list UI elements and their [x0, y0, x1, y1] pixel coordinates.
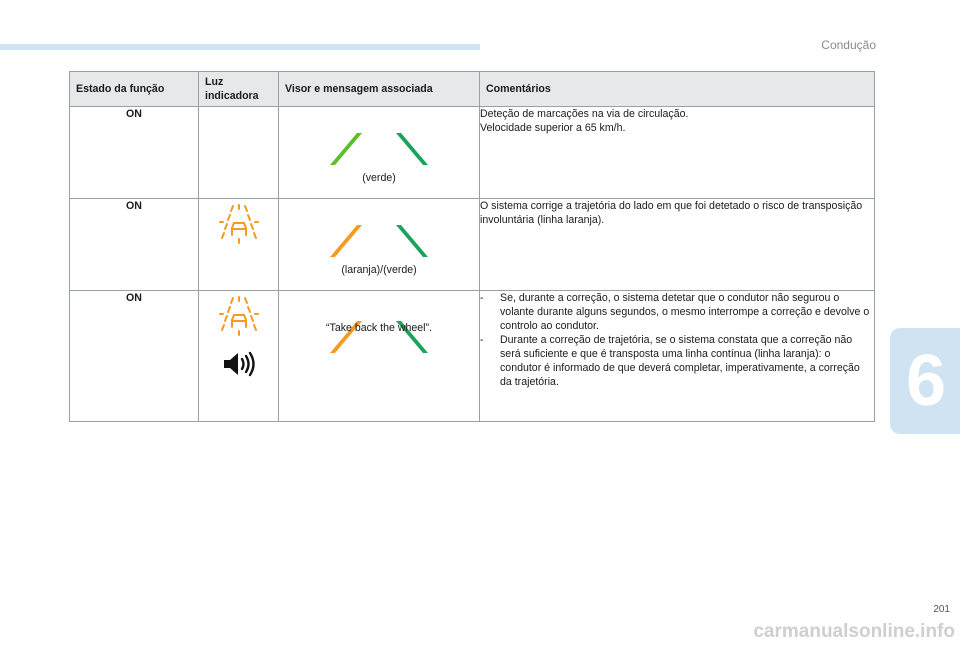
visor-cell	[279, 291, 480, 422]
watermark: carmanualsonline.info	[753, 621, 955, 642]
column-header-comments: Comentários	[480, 72, 875, 107]
state-cell: ON	[70, 199, 199, 291]
visor-message: “Take back the wheel”.	[326, 322, 432, 334]
state-cell: ON	[70, 107, 199, 199]
state-cell: ON	[70, 291, 199, 422]
lane-assist-warning-icon	[217, 203, 261, 245]
visor-caption: (verde)	[362, 172, 396, 184]
comment-line: Deteção de marcações na via de circulação.	[480, 108, 689, 120]
visor-cell	[279, 199, 480, 291]
page-number: 201	[933, 604, 950, 615]
column-header-state: Estado da função	[70, 72, 199, 107]
table-header-row	[70, 72, 875, 107]
indicator-cell	[199, 291, 279, 422]
lane-assist-states-table	[69, 71, 875, 422]
comment-text: O sistema corrige a trajetória do lado em que foi detetado o risco de transposição involuntária (linha laranja).	[480, 200, 863, 226]
chapter-number: 6	[905, 341, 947, 421]
header-accent-bar	[0, 44, 480, 50]
table-row	[70, 291, 875, 422]
column-header-visor: Visor e mensagem associada	[279, 72, 480, 107]
indicator-cell	[199, 199, 279, 291]
comment-bullet-list	[480, 291, 874, 389]
list-item: - Se, durante a correção, o sistema detetar que o condutor não segurou o volante durante alguns segundos, o mesmo interrompe a correção e devolve o controlo ao condutor.	[480, 291, 874, 333]
table-row	[70, 199, 875, 291]
comment-cell	[480, 199, 875, 291]
visor-cell	[279, 107, 480, 199]
list-item: - Durante a correção de trajetória, se o sistema constata que a correção não será suficiente e que é transposta uma linha contínua (linha laranja): o condutor é informado de que deverá completar, imperativamente, a correção da trajetória.	[480, 333, 874, 389]
visor-caption: (laranja)/(verde)	[341, 264, 417, 276]
section-title: Condução	[821, 38, 876, 52]
speaker-icon	[222, 351, 256, 377]
lane-lines-orange-green-icon	[324, 219, 434, 259]
comment-cell	[480, 291, 875, 422]
comment-cell	[480, 107, 875, 199]
lane-lines-green-icon	[324, 127, 434, 167]
indicator-cell	[199, 107, 279, 199]
comment-line: Velocidade superior a 65 km/h.	[480, 122, 626, 134]
table-row	[70, 107, 875, 199]
lane-assist-warning-icon	[217, 295, 261, 337]
column-header-indicator: Luz indicadora	[199, 72, 279, 107]
